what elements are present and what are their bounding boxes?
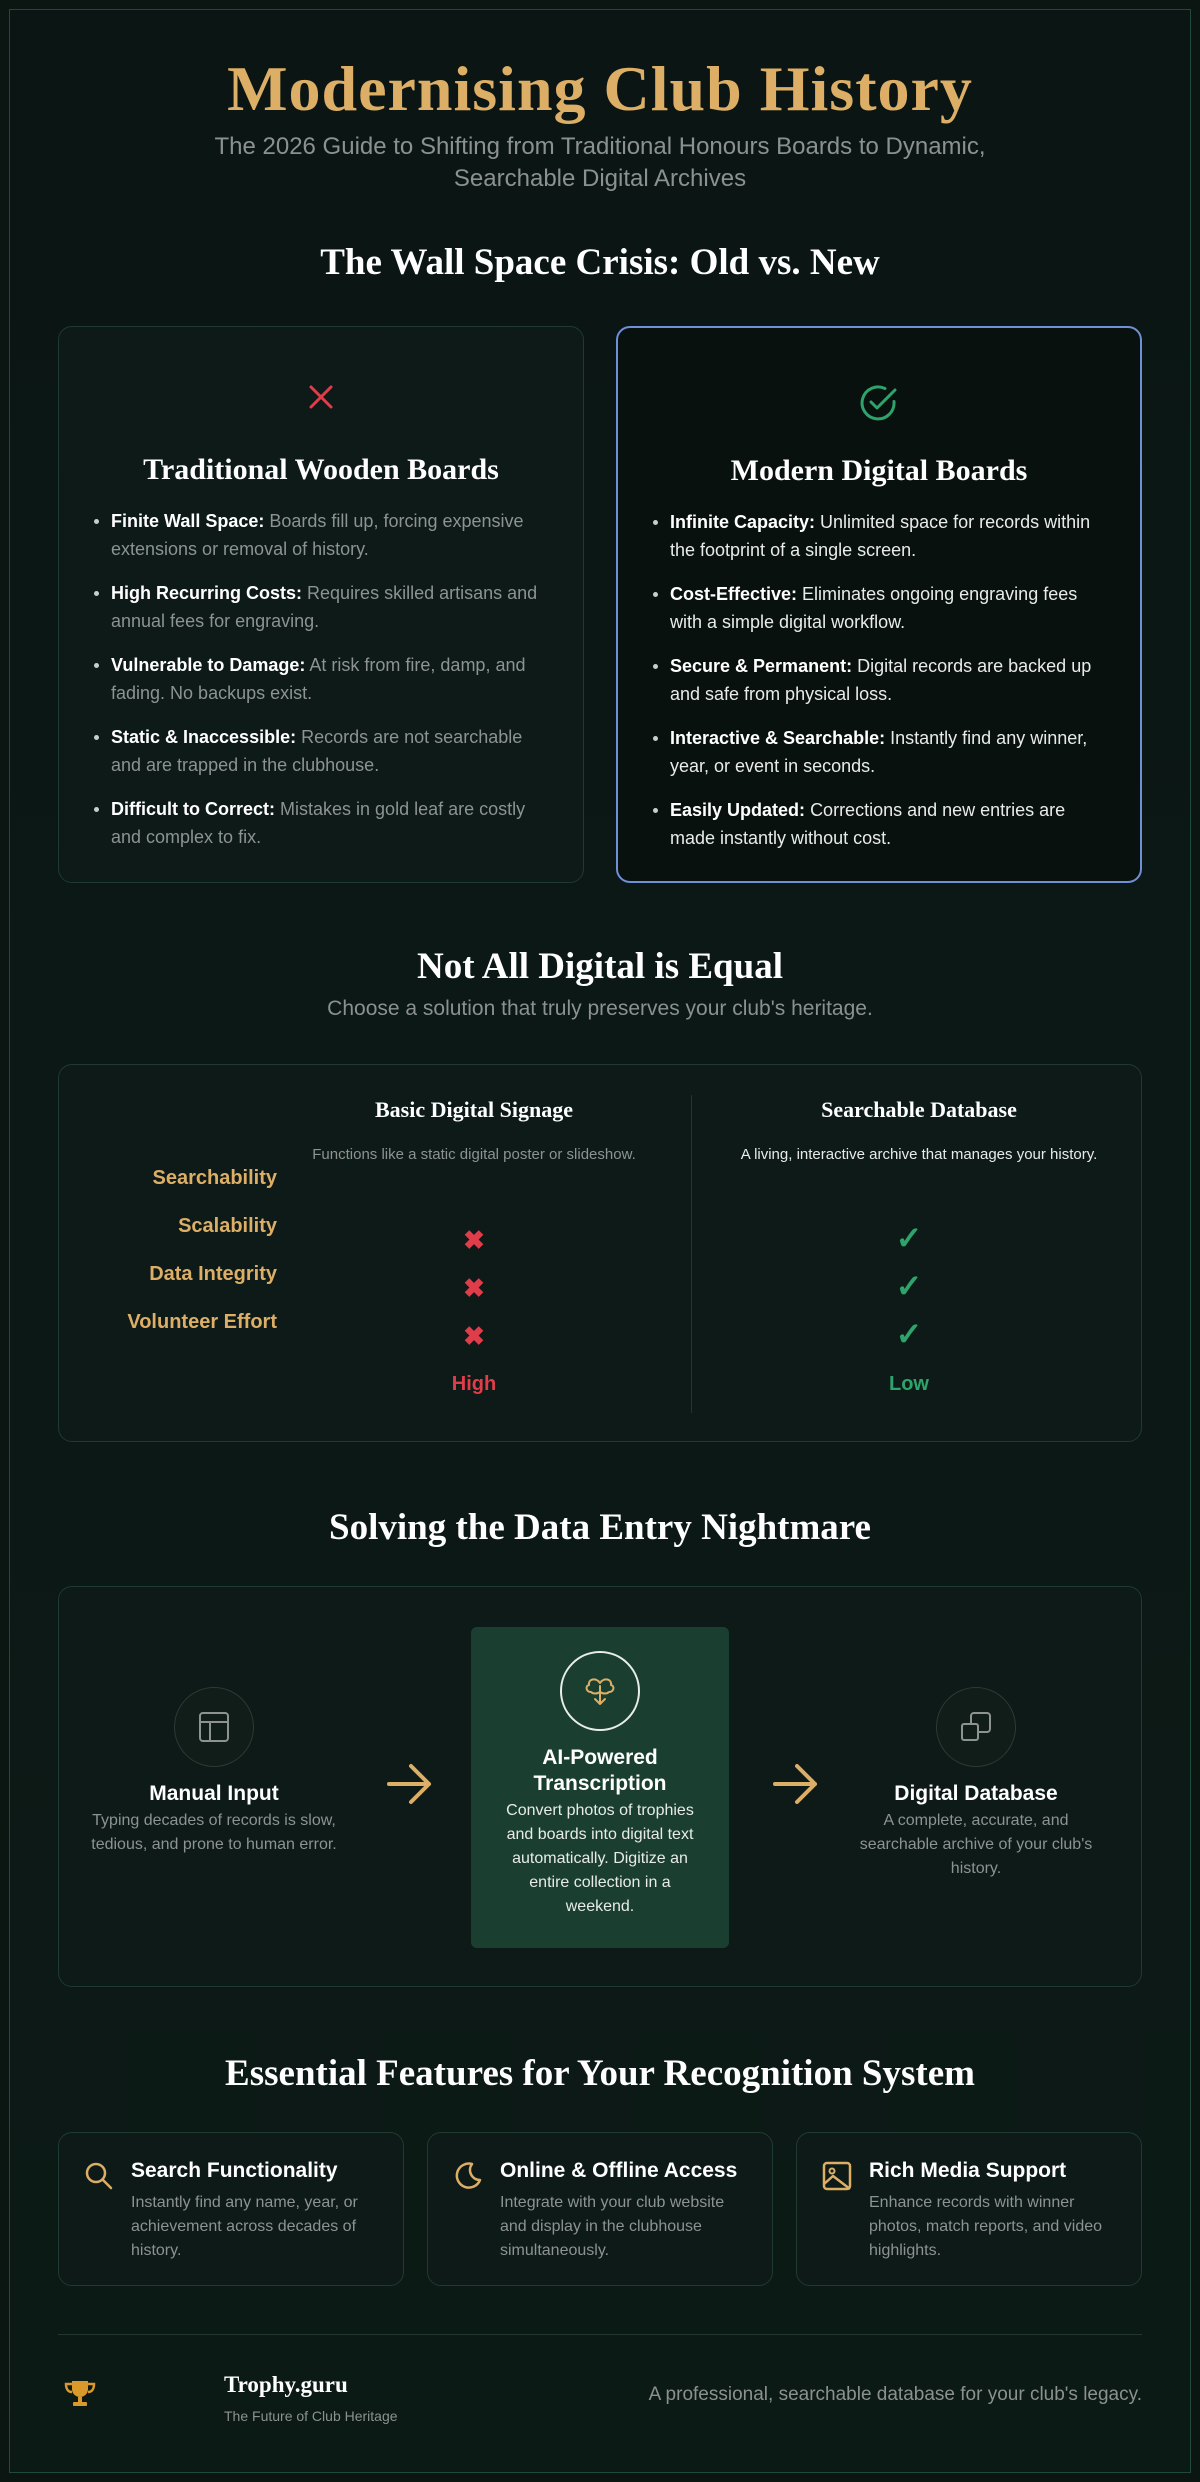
list-item: Finite Wall Space: Boards fill up, forcing expensive extensions or removal of history. bbox=[111, 507, 543, 563]
feature-title: Rich Media Support bbox=[869, 2159, 1067, 2182]
digital-boards-title: Modern Digital Boards bbox=[730, 454, 1028, 487]
list-item: Vulnerable to Damage: At risk from fire, damp, and fading. No backups exist. bbox=[111, 651, 543, 707]
layout-icon bbox=[174, 1687, 254, 1767]
feature-card-search bbox=[58, 2132, 404, 2286]
arrow-right-icon bbox=[771, 1762, 821, 1811]
feature-title: Online & Offline Access bbox=[500, 2159, 738, 2182]
section-title-digital: Not All Digital is Equal bbox=[417, 946, 783, 987]
row-label-searchability: Searchability bbox=[152, 1167, 277, 1189]
moon-icon bbox=[452, 2160, 484, 2197]
brand-tagline: The Future of Club Heritage bbox=[224, 2408, 398, 2424]
feature-card-access bbox=[427, 2132, 773, 2286]
list-item: Easily Updated: Corrections and new entries are made instantly without cost. bbox=[670, 796, 1100, 852]
cross-icon: ✖ bbox=[463, 1321, 485, 1351]
trophy-icon bbox=[62, 2379, 98, 2414]
check-circle-icon bbox=[618, 382, 1140, 429]
list-item: Infinite Capacity: Unlimited space for records within the footprint of a single screen. bbox=[670, 508, 1100, 564]
cross-icon: ✖ bbox=[463, 1225, 485, 1255]
feature-desc: Instantly find any name, year, or achievement across decades of history. bbox=[131, 2194, 358, 2259]
effort-value-database: Low bbox=[889, 1373, 929, 1395]
check-icon: ✓ bbox=[895, 1316, 923, 1352]
column-desc-basic: Functions like a static digital poster or slideshow. bbox=[312, 1146, 636, 1163]
list-item: High Recurring Costs: Requires skilled artisans and annual fees for engraving. bbox=[111, 579, 543, 635]
row-label-data-integrity: Data Integrity bbox=[149, 1263, 277, 1285]
digital-boards-list bbox=[670, 508, 1100, 868]
database-icon bbox=[936, 1687, 1016, 1767]
page-title: Modernising Club History bbox=[227, 53, 973, 124]
feature-title: Search Functionality bbox=[131, 2159, 338, 2182]
step-ai-transcription bbox=[471, 1627, 729, 1948]
list-item: Difficult to Correct: Mistakes in gold leaf are costly and complex to fix. bbox=[111, 795, 543, 851]
digital-boards-card bbox=[616, 326, 1142, 883]
list-item: Static & Inaccessible: Records are not searchable and are trapped in the clubhouse. bbox=[111, 723, 543, 779]
step-title: Digital Database bbox=[894, 1782, 1058, 1805]
feature-card-media bbox=[796, 2132, 1142, 2286]
column-header-database: Searchable Database bbox=[821, 1097, 1017, 1122]
old-boards-title: Traditional Wooden Boards bbox=[143, 453, 499, 486]
page-subtitle: The 2026 Guide to Shifting from Traditional Honours Boards to Dynamic, Searchable Digital Archives bbox=[214, 133, 986, 192]
arrow-right-icon bbox=[385, 1762, 435, 1811]
comparison-matrix bbox=[58, 1064, 1142, 1442]
step-title: Manual Input bbox=[149, 1782, 279, 1805]
column-header-basic: Basic Digital Signage bbox=[374, 1097, 573, 1122]
check-icon: ✓ bbox=[895, 1268, 923, 1304]
step-desc: A complete, accurate, and searchable archive of your club's history. bbox=[859, 1812, 1093, 1877]
search-icon bbox=[83, 2160, 115, 2197]
section-title-features: Essential Features for Your Recognition System bbox=[225, 2053, 975, 2094]
step-desc: Convert photos of trophies and boards into digital text automatically. Digitize an entire collection in a weekend. bbox=[506, 1802, 694, 1915]
feature-desc: Integrate with your club website and display in the clubhouse simultaneously. bbox=[500, 2194, 725, 2259]
section-title-comparison: The Wall Space Crisis: Old vs. New bbox=[320, 242, 880, 283]
column-divider bbox=[691, 1095, 692, 1413]
section-title-data-entry: Solving the Data Entry Nightmare bbox=[329, 1507, 871, 1548]
cross-icon: ✖ bbox=[463, 1273, 485, 1303]
row-label-scalability: Scalability bbox=[178, 1215, 277, 1237]
ai-brain-icon bbox=[560, 1651, 640, 1731]
list-item: Secure & Permanent: Digital records are backed up and safe from physical loss. bbox=[670, 652, 1100, 708]
old-boards-list bbox=[111, 507, 543, 867]
section-subtitle-digital: Choose a solution that truly preserves your club's heritage. bbox=[327, 997, 873, 1020]
step-manual-input bbox=[89, 1687, 339, 1857]
data-entry-pipeline bbox=[58, 1586, 1142, 1987]
column-desc-database: A living, interactive archive that manages your history. bbox=[740, 1146, 1098, 1163]
step-desc: Typing decades of records is slow, tedious, and prone to human error. bbox=[91, 1812, 337, 1853]
check-icon: ✓ bbox=[895, 1220, 923, 1256]
step-digital-database bbox=[851, 1687, 1101, 1881]
row-label-volunteer-effort: Volunteer Effort bbox=[127, 1311, 277, 1333]
image-icon bbox=[821, 2160, 853, 2197]
brand-name: Trophy.guru bbox=[224, 2372, 348, 2397]
x-icon bbox=[59, 381, 583, 418]
list-item: Interactive & Searchable: Instantly find any winner, year, or event in seconds. bbox=[670, 724, 1100, 780]
footer-divider bbox=[58, 2334, 1142, 2335]
step-title: AI-Powered Transcription bbox=[533, 1746, 667, 1795]
old-boards-card bbox=[58, 326, 584, 883]
list-item: Cost-Effective: Eliminates ongoing engraving fees with a simple digital workflow. bbox=[670, 580, 1100, 636]
effort-value-basic: High bbox=[451, 1373, 497, 1395]
feature-desc: Enhance records with winner photos, match reports, and video highlights. bbox=[869, 2194, 1103, 2259]
footer-note: A professional, searchable database for your club's legacy. bbox=[648, 2384, 1142, 2405]
